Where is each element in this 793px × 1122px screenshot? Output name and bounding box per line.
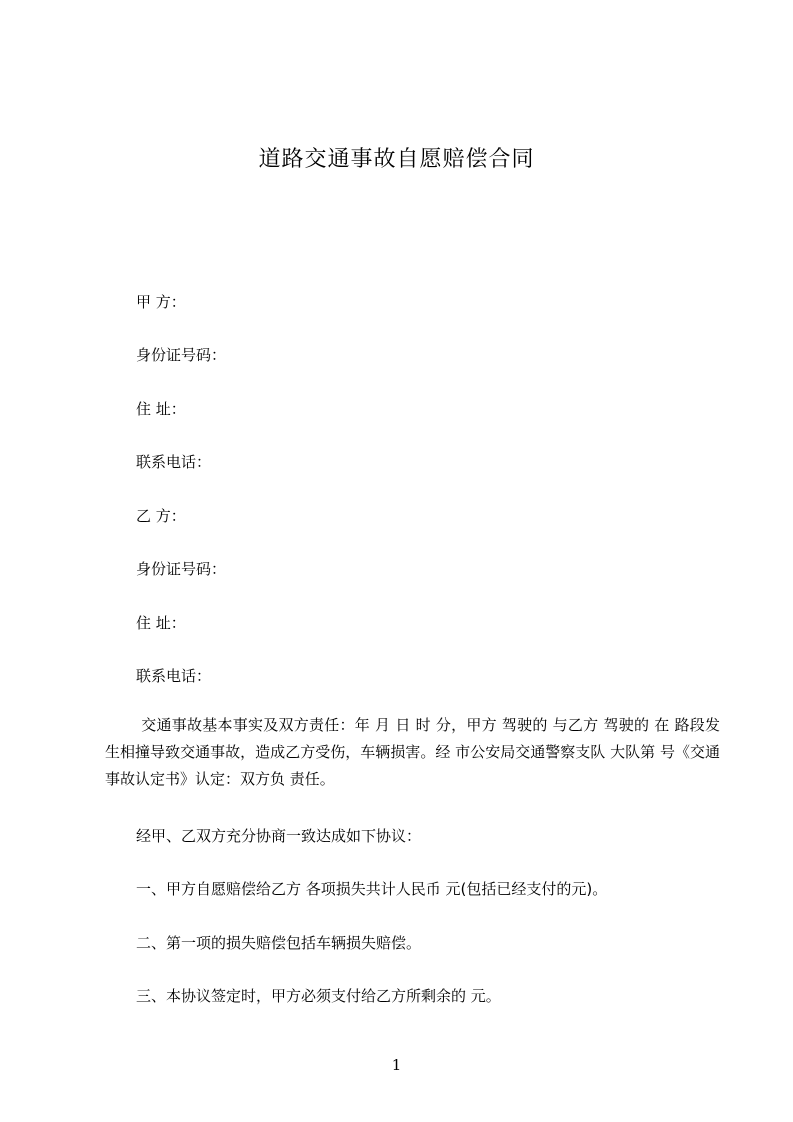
accident-facts-text: 交通事故基本事实及双方责任：年 月 日 时 分，甲方 驾驶的 与乙方 驾驶的 在 路段发生相撞导致交通事故，造成乙方受伤，车辆损害。经 市公安局交通警察支队 大队第 号《交通事故认定书》认定：双方负 责任。 — [105, 716, 720, 788]
agreement-intro: 经甲、乙双方充分协商一致达成如下协议： — [136, 827, 422, 845]
clause-1: 一、甲方自愿赔偿给乙方 各项损失共计人民币 元(包括已经支付的元)。 — [136, 880, 608, 898]
clause-2: 二、第一项的损失赔偿包括车辆损失赔偿。 — [136, 934, 422, 952]
document-title: 道路交通事故自愿赔偿合同 — [258, 147, 535, 172]
page-number: 1 — [391, 1056, 402, 1074]
party-a-name-label: 甲 方： — [136, 293, 186, 311]
party-a-phone-label: 联系电话： — [136, 453, 212, 471]
party-a-id-label: 身份证号码： — [136, 346, 227, 364]
clause-3: 三、本协议签定时，甲方必须支付给乙方所剩余的 元。 — [136, 987, 501, 1005]
accident-facts-paragraph — [105, 712, 720, 793]
party-a-address-label: 住 址： — [136, 400, 186, 418]
party-b-phone-label: 联系电话： — [136, 667, 212, 685]
party-b-address-label: 住 址： — [136, 614, 186, 632]
party-b-id-label: 身份证号码： — [136, 560, 227, 578]
party-b-name-label: 乙 方： — [136, 507, 186, 525]
